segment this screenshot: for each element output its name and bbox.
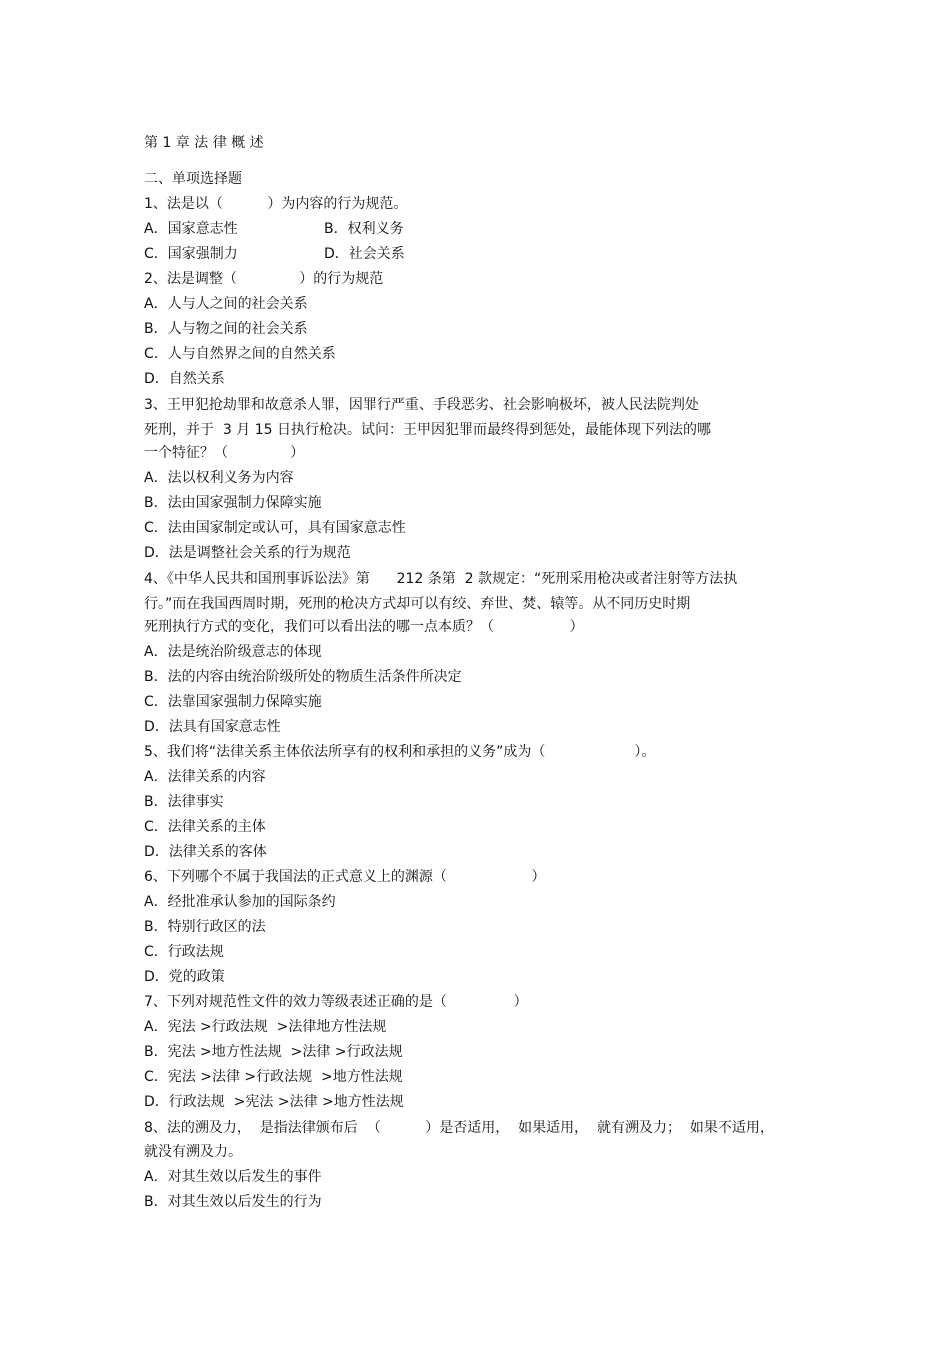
question-8-stem-line-1: 8、法的溯及力， 是指法律颁布后 （ ）是否适用， 如果适用， 就有溯及力； 如果不适用，	[144, 1120, 774, 1136]
question-3-stem-line-1: 3、王甲犯抢劫罪和故意杀人罪，因罪行严重、手段恶劣、社会影响极坏，被人民法院判处	[144, 397, 699, 413]
question-1-option-a: A．国家意志性	[144, 221, 238, 237]
document-page	[144, 133, 824, 1217]
question-3-stem-line-2: 死刑，并于 3 月 15 日执行枪决。试问：王甲因犯罪而最终得到惩处，最能体现下列法的哪	[144, 421, 711, 438]
chapter-title: 第 1 章 法 律 概 述	[144, 135, 264, 151]
question-4-option-b: B．法的内容由统治阶级所处的物质生活条件所决定	[144, 669, 462, 685]
question-1-options-row-2	[144, 244, 824, 264]
question-1-stem: 1、法是以（ ）为内容的行为规范。	[144, 196, 408, 212]
question-4-stem-line-2: 行。”而在我国西周时期，死刑的枪决方式却可以有绞、弃世、焚、辕等。从不同历史时期	[144, 595, 691, 612]
question-5-option-d: D．法律关系的客体	[144, 844, 267, 860]
question-4-stem-line-3: 死刑执行方式的变化，我们可以看出法的哪一点本质？（ ）	[144, 619, 584, 635]
question-4-option-a: A．法是统治阶级意志的体现	[144, 644, 322, 660]
question-2-option-c: C．人与自然界之间的自然关系	[144, 346, 336, 362]
question-5-option-b: B．法律事实	[144, 794, 224, 810]
question-1-option-d: D．社会关系	[324, 246, 405, 262]
question-6-option-d: D．党的政策	[144, 969, 225, 985]
question-6-option-a: A．经批准承认参加的国际条约	[144, 894, 336, 910]
question-6-stem: 6、下列哪个不属于我国法的正式意义上的渊源（ ）	[144, 869, 546, 885]
question-4-option-c: C．法靠国家强制力保障实施	[144, 694, 322, 710]
question-1-option-c: C．国家强制力	[144, 246, 238, 262]
question-7-option-d: D．行政法规 >宪法 >法律 >地方性法规	[144, 1094, 404, 1110]
section-title: 二、单项选择题	[144, 171, 242, 187]
question-6-option-c: C．行政法规	[144, 944, 224, 960]
question-8-stem-line-2: 就没有溯及力。	[144, 1143, 242, 1160]
question-3-option-a: A．法以权利义务为内容	[144, 470, 294, 486]
question-5-option-c: C．法律关系的主体	[144, 819, 266, 835]
question-4-stem-line-1: 4、《中华人民共和国刑事诉讼法》第 212 条第 2 款规定：“死刑采用枪决或者注射等方法执	[144, 571, 738, 587]
question-3-option-c: C．法由国家制定或认可，具有国家意志性	[144, 520, 406, 536]
question-3-option-d: D．法是调整社会关系的行为规范	[144, 545, 351, 561]
question-7-stem: 7、下列对规范性文件的效力等级表述正确的是（ ）	[144, 994, 528, 1010]
question-2-option-d: D．自然关系	[144, 371, 225, 387]
question-7-option-c: C．宪法 >法律 >行政法规 >地方性法规	[144, 1069, 403, 1085]
question-8-option-b: B．对其生效以后发生的行为	[144, 1193, 322, 1210]
question-2-option-a: A．人与人之间的社会关系	[144, 296, 308, 312]
question-5-option-a: A．法律关系的内容	[144, 769, 266, 785]
question-3-option-b: B．法由国家强制力保障实施	[144, 495, 322, 511]
question-2-stem: 2、法是调整（ ）的行为规范	[144, 271, 384, 287]
question-6-option-b: B．特别行政区的法	[144, 919, 266, 935]
question-5-stem: 5、我们将“法律关系主体依法所享有的权利和承担的义务”成为（ ）。	[144, 744, 656, 760]
question-4-option-d: D．法具有国家意志性	[144, 719, 281, 735]
question-3-stem-line-3: 一个特征？（ ）	[144, 445, 305, 461]
question-8-option-a: A．对其生效以后发生的事件	[144, 1168, 322, 1185]
question-7-option-b: B．宪法 >地方性法规 >法律 >行政法规	[144, 1044, 403, 1060]
question-2-option-b: B．人与物之间的社会关系	[144, 321, 308, 337]
question-7-option-a: A．宪法 >行政法规 >法律地方性法规	[144, 1019, 387, 1035]
question-1-option-b: B．权利义务	[324, 221, 404, 237]
question-1-options-row-1	[144, 219, 824, 239]
